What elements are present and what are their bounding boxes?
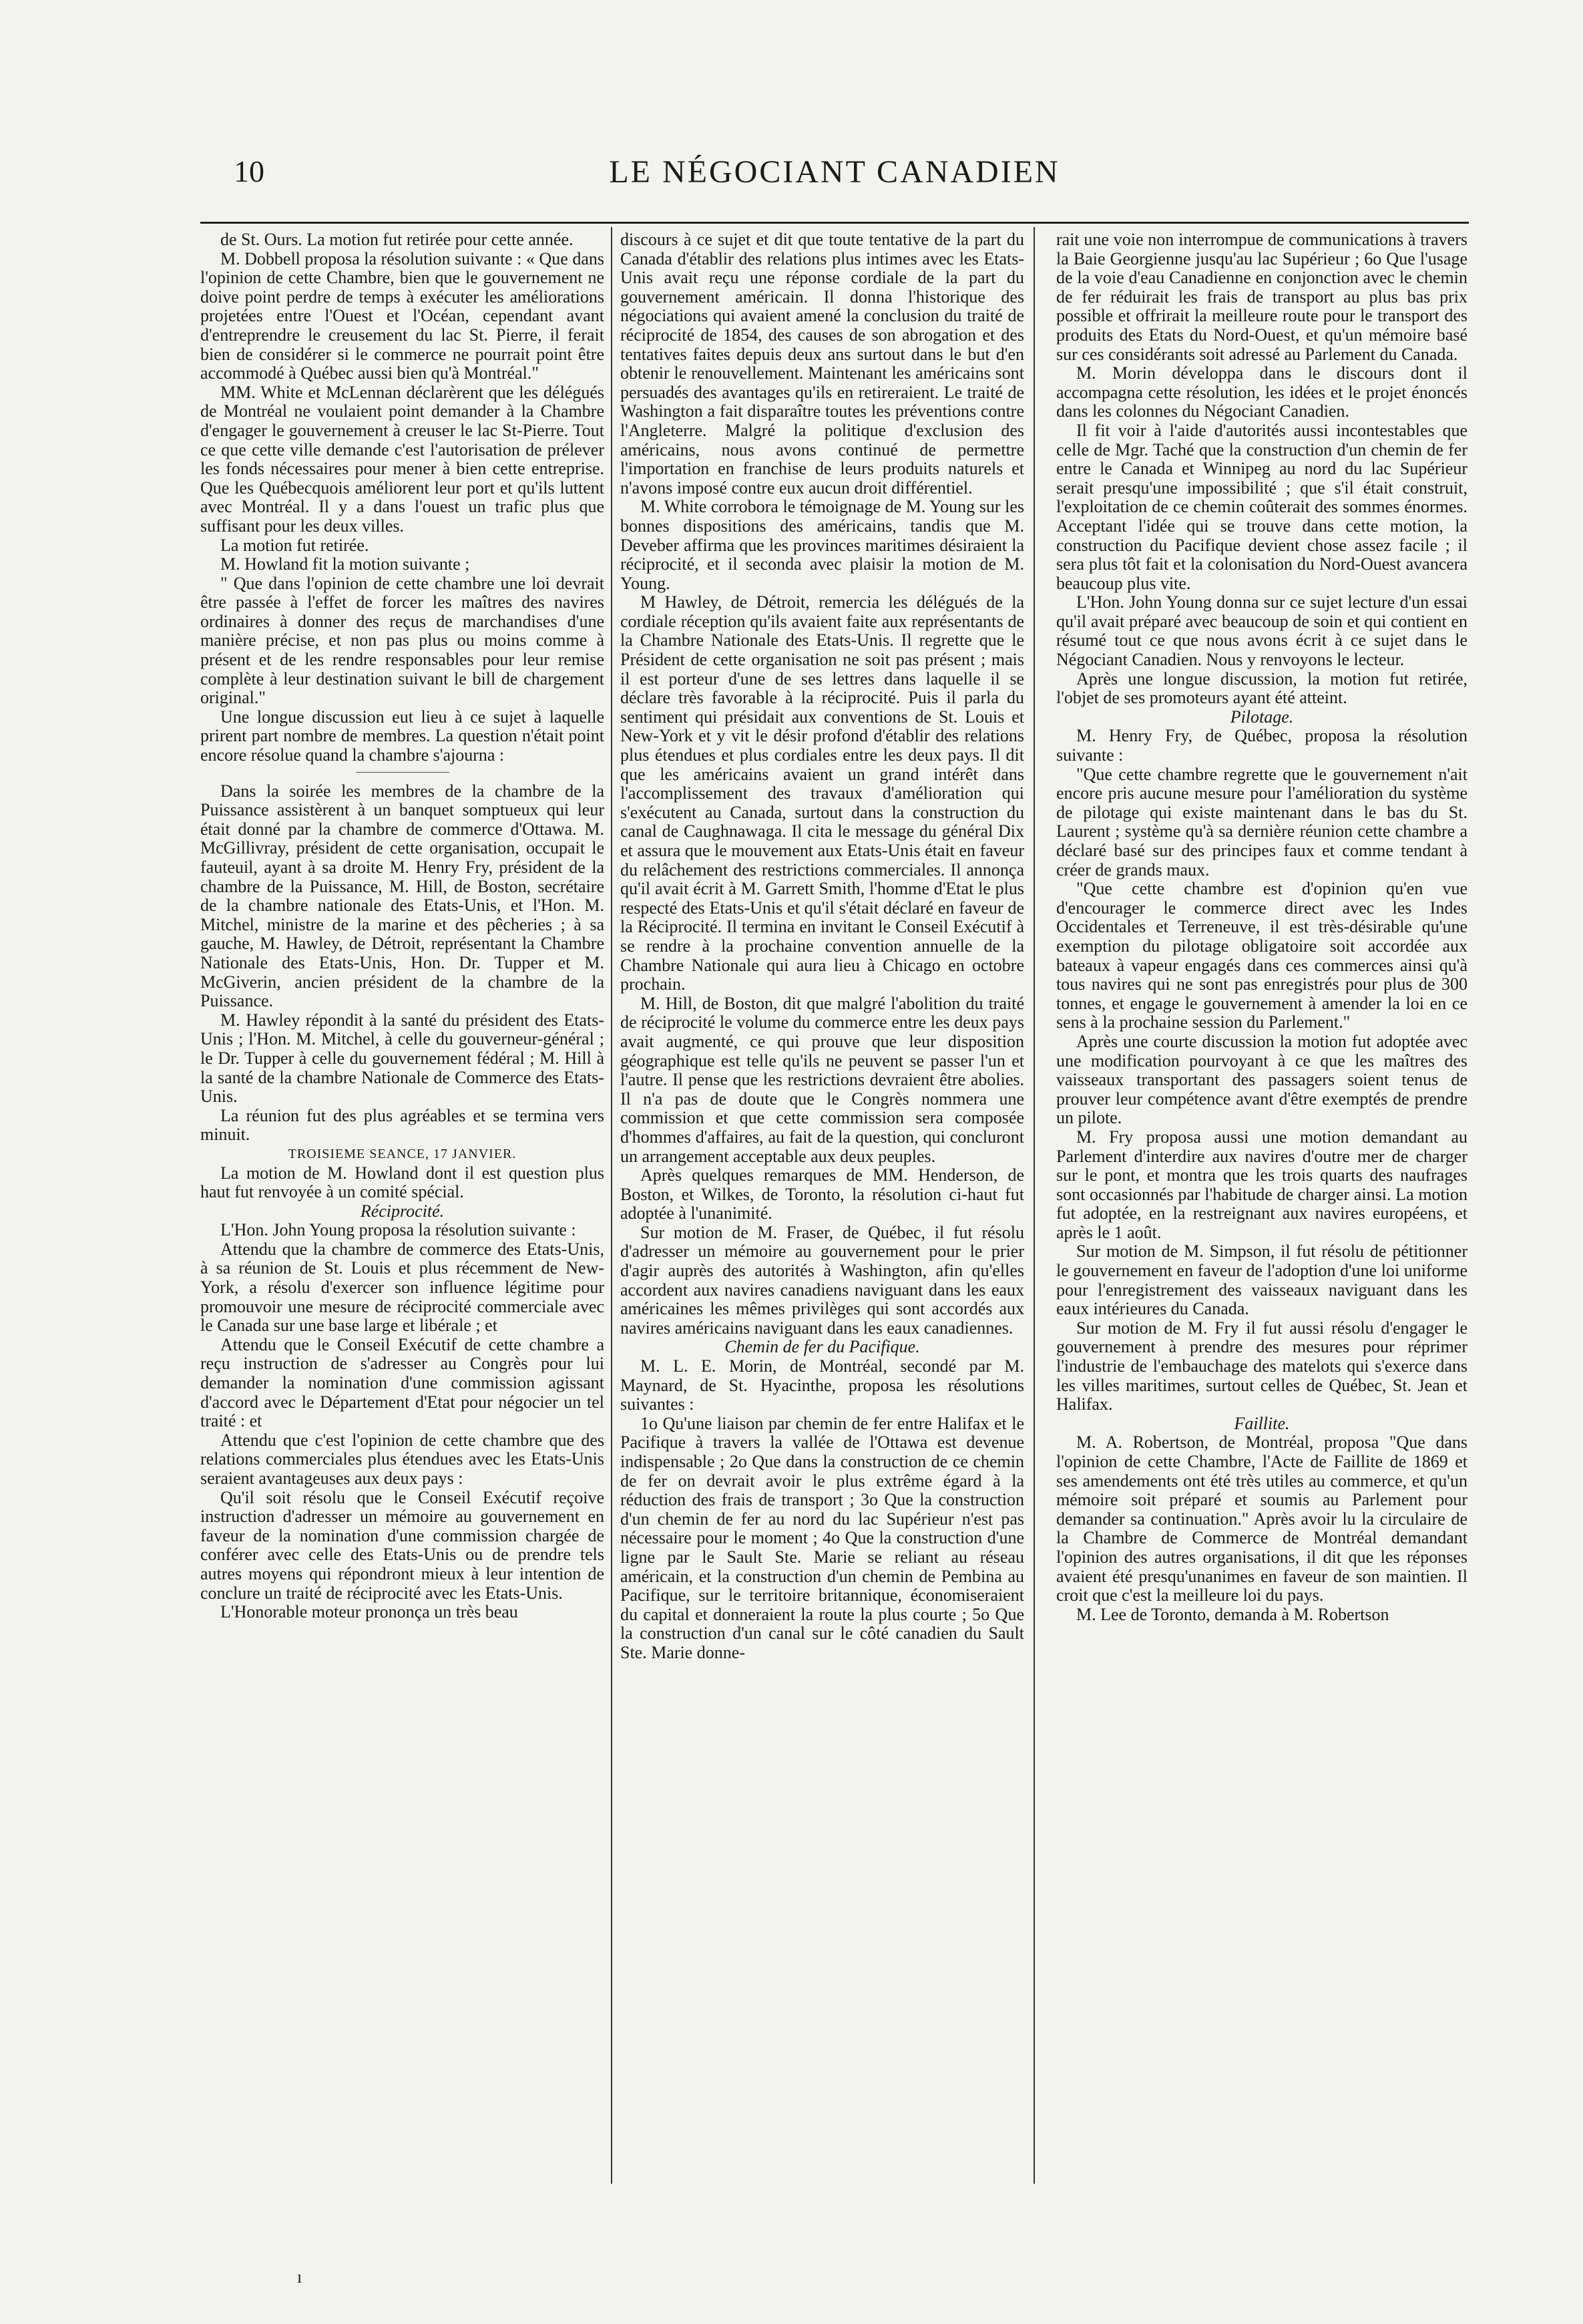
page-header [200, 134, 1469, 190]
column-divider [611, 227, 612, 2184]
paragraph: La motion fut retirée. [220, 535, 369, 555]
paragraph: Sur motion de M. Fry il fut aussi résolu d'engager le gouvernement à prendre des mesures pour réprimer l'industrie de l'embauchage des matelots qui s'exerce dans les villes maritimes, surtout celles de Québec, St. Jean et Halifax. [1056, 1318, 1467, 1414]
paragraph: Il fit voir à l'aide d'autorités aussi incontestables que celle de Mgr. Taché que la construction d'un chemin de fer entre le Canada et Winnipeg au nord du lac Supérieur serait presqu'une impossibilité ; que s'il était construit, l'exploitation de ce chemin coûterait des sommes énormes. Acceptant l'idée qui se trouve dans cette motion, la construction du Pacifique devient chose assez facile ; il sera plus tôt fait et la colonisation du Nord-Ouest avancera beaucoup plus vite. [1056, 420, 1467, 593]
paragraph: Une longue discussion eut lieu à ce sujet à laquelle prirent part nombre de membres. La question n'était point encore résolue quand la chambre s'ajourna : [200, 707, 604, 765]
paragraph: Attendu que le Conseil Exécutif de cette chambre a reçu instruction de s'adresser au Congrès pour lui demander la nomination d'une commission agissant d'accord avec le Département d'Etat pour négocier un tel traité : et [200, 1334, 604, 1431]
paragraph: M Hawley, de Détroit, remercia les délégués de la cordiale réception qu'ils avaient faite aux représentants de la Chambre Nationale des Etats-Unis. Il regrette que le Président de cette organisation ne soit pas présent ; mais il est porteur d'une de ses lettres dans laquelle il se déclare très favorable à la réciprocité. Puis il parla du sentiment qui présidait aux conventions de St. Louis et New-York et y vit le désir profond d'établir des relations plus étendues et plus cordiales entre les deux pays. Il dit que les américains avaient un grand intérêt dans l'accomplissement des travaux d'amélioration qui s'exécutent au Canada, surtout dans la construction du canal de Caughnawaga. Il cita le message du général Dix et assura que le mouvement aux Etats-Unis était en faveur du relâchement des restrictions commerciales. Il annonça qu'il avait écrit à M. Garrett Smith, l'homme d'Etat le plus respecté des Etats-Unis et qu'il s'était déclaré en faveur de la Réciprocité. Il termina en invitant le Conseil Exécutif à se rendre à la prochaine convention annuelle de la Chambre Nationale qui aura lieu à Chicago en octobre prochain. [620, 592, 1024, 994]
paragraph: "Que cette chambre est d'opinion qu'en vue d'encourager le commerce direct avec les Indes Occidentales et Terreneuve, il est très-désirable qu'une exemption du pilotage obligatoire soit accordée aux bateaux à vapeur engagés dans ces commerces ainsi qu'à tous navires qui ne sont pas enregistrés pour plus de 300 tonnes, et engage le gouvernement à amender la loi en ce sens à la prochaine session du Parlement." [1056, 879, 1467, 1032]
paragraph: M. Morin développa dans le discours dont il accompagna cette résolution, les idées et le projet énoncés dans les colonnes du Négociant Canadien. [1056, 363, 1467, 421]
section-heading: Réciprocité. [360, 1201, 445, 1221]
section-separator [356, 772, 449, 773]
section-heading: Chemin de fer du Pacifique. [724, 1337, 920, 1357]
paragraph: M. L. E. Morin, de Montréal, secondé par M. Maynard, de St. Hyacinthe, proposa les résolutions suivantes : [620, 1356, 1024, 1414]
paragraph: de St. Ours. La motion fut retirée pour cette année. [220, 230, 574, 249]
paragraph: Qu'il soit résolu que le Conseil Exécutif reçoive instruction d'adresser un mémoire au gouvernement en faveur de la nomination d'une commission chargée de conférer avec celle des Etats-Unis ou de prendre tels autres moyens qui répondront mieux à leur intention de conclure un traité de réciprocité avec les Etats-Unis. [200, 1487, 604, 1603]
paragraph: "Que cette chambre regrette que le gouvernement n'ait encore pris aucune mesure pour l'amélioration du système de pilotage qui existe maintenant dans le bas du St. Laurent ; système qu'à sa dernière réunion cette chambre a déclaré basé sur des principes faux et comme tendant à créer de grands maux. [1056, 764, 1467, 880]
paragraph: Après quelques remarques de MM. Henderson, de Boston, et Wilkes, de Toronto, la résolution ci-haut fut adoptée à l'unanimité. [620, 1165, 1024, 1223]
paragraph: M. Howland fit la motion suivante ; [220, 554, 470, 574]
paragraph: Attendu que la chambre de commerce des Etats-Unis, à sa réunion de St. Louis et plus récemment de New-York, a résolu d'exercer son influence légitime pour promouvoir une mesure de réciprocité commerciale avec le Canada sur une base large et libérale ; et [200, 1239, 604, 1336]
section-heading: Pilotage. [1230, 707, 1294, 727]
paragraph: 1o Qu'une liaison par chemin de fer entre Halifax et le Pacifique à travers la vallée de l'Ottawa est devenue indispensable ; 2o Que dans la construction de ce chemin de fer on devrait avoir le plus extrême égard à la réduction des frais de transport ; 3o Que la construction d'un chemin de fer au nord du lac Supérieur n'est pas nécessaire pour le moment ; 4o Que la construction d'une ligne par le Sault Ste. Marie se reliant au réseau américain, et la construction d'un chemin de Pembina au Pacifique, sur le territoire britannique, économiseraient du capital et donneraient la route la plus courte ; 5o Que la construction d'un canal sur le côté canadien du Sault Ste. Marie donne- [620, 1413, 1024, 1662]
paragraph: M. Dobbell proposa la résolution suivante : « Que dans l'opinion de cette Chambre, bien que le gouvernement ne doive point perdre de temps à exécuter les améliorations projetées entre l'Ouest et l'Océan, cependant avant d'entreprendre le creusement du lac St. Pierre, il ferait bien de considérer si le commerce ne pourrait point être accommodé à Québec aussi bien qu'à Montréal." [200, 248, 604, 383]
column-divider [1034, 227, 1035, 2184]
column-right [1056, 230, 1467, 2174]
header-rule [200, 222, 1469, 224]
paragraph: M. Lee de Toronto, demanda à M. Robertson [1076, 1604, 1389, 1624]
column-middle [620, 230, 1024, 2174]
paragraph: M. A. Robertson, de Montréal, proposa "Que dans l'opinion de cette Chambre, l'Acte de Faillite de 1869 et ses amendements ont été très utiles au commerce, et qu'un mémoire soit préparé et soumis au Parlement pour demander sa continuation." Après avoir lu la circulaire de la Chambre de Commerce de Montréal demandant l'opinion des autres organisations, il dit que les réponses avaient été presqu'unanimes en faveur de son maintien. Il croit que c'est la meilleure loi du pays. [1056, 1432, 1467, 1605]
paragraph: M. Fry proposa aussi une motion demandant au Parlement d'interdire aux navires d'outre mer de charger sur le pont, et montra que les trois quarts des naufrages sont occasionnés par l'habitude de charger ainsi. La motion fut adoptée, en la restreignant aux navires européens, et après le 1 août. [1056, 1127, 1467, 1242]
column-left [200, 230, 604, 2174]
paragraph: Après une courte discussion la motion fut adoptée avec une modification pourvoyant à ce que les maîtres des vaisseaux transportant des passagers soient tenus de prouver leur compétence avant d'être exemptés de prendre un pilote. [1056, 1031, 1467, 1128]
paragraph: L'Honorable moteur prononça un très beau [220, 1602, 518, 1622]
section-heading: TROISIEME SEANCE, 17 JANVIER. [288, 1146, 517, 1161]
paragraph: La réunion fut des plus agréables et se termina vers minuit. [200, 1105, 604, 1145]
section-heading: Faillite. [1234, 1413, 1290, 1433]
page-title: LE NÉGOCIANT CANADIEN [609, 154, 1060, 190]
paragraph: L'Hon. John Young donna sur ce sujet lecture d'un essai qu'il avait préparé avec beaucoup de soin et qui contient en résumé tout ce que nous avons écrit à ce sujet dans le Négociant Canadien. Nous y renvoyons le lecteur. [1056, 592, 1467, 670]
paragraph: M. Henry Fry, de Québec, proposa la résolution suivante : [1056, 726, 1467, 765]
footer-mark: ı [297, 2267, 302, 2287]
paragraph: L'Hon. John Young proposa la résolution suivante : [220, 1220, 576, 1240]
paragraph: M. Hill, de Boston, dit que malgré l'abolition du traité de réciprocité le volume du commerce entre les deux pays avait augmenté, ce qui prouve que leur disposition géographique est telle qu'ils ne peuvent se passer l'un et l'autre. Il pense que les restrictions devraient être abolies. Il n'a pas de doute que le Congrès nommera une commission et que cette commission sera composée d'hommes d'affaires, au fait de la question, qui concluront un arrangement acceptable aux deux peuples. [620, 993, 1024, 1166]
paragraph: Dans la soirée les membres de la chambre de la Puissance assistèrent à un banquet somptueux qui leur était donné par la chambre de commerce d'Ottawa. M. McGillivray, président de cette organisation, occupait le fauteuil, ayant à sa droite M. Henry Fry, président de la chambre de la Puissance, M. Hill, de Boston, secrétaire de la chambre nationale des Etats-Unis, et l'Hon. M. Mitchel, ministre de la marine et des pêcheries ; à sa gauche, M. Hawley, de Détroit, représentant la Chambre Nationale des Etats-Unis, Hon. Dr. Tupper et M. McGiverin, ancien président de la chambre de la Puissance. [200, 781, 604, 1011]
page-number: 10 [234, 154, 264, 188]
paragraph: Attendu que c'est l'opinion de cette chambre que des relations commerciales plus étendues avec les Etats-Unis seraient avantageuses aux deux pays : [200, 1430, 604, 1488]
paragraph: discours à ce sujet et dit que toute tentative de la part du Canada d'établir des relations plus intimes avec les Etats-Unis avait reçu une réponse cordiale de la part du gouvernement américain. Il donna l'historique des négociations qui avaient amené la conclusion du traité de réciprocité de 1854, des causes de son abrogation et des tentatives faites depuis deux ans surtout dans le but d'en obtenir le renouvellement. Maintenant les américains sont persuadés des avantages qu'ils en retireraient. Le traité de Washington a fait disparaître toutes les préventions contre l'Angleterre. Malgré la politique d'exclusion des américains, nous avons continué de permettre l'importation en franchise de leurs produits naturels et n'avons imposé contre eux aucun droit différentiel. [620, 230, 1024, 498]
paragraph: La motion de M. Howland dont il est question plus haut fut renvoyée à un comité spécial. [200, 1163, 604, 1202]
paragraph: M. Hawley répondit à la santé du président des Etats-Unis ; l'Hon. M. Mitchel, à celle du gouverneur-général ; le Dr. Tupper à celle du gouvernement fédéral ; M. Hill à la santé de la chambre Nationale de Commerce des Etats-Unis. [200, 1010, 604, 1107]
paragraph: M. White corrobora le témoignage de M. Young sur les bonnes dispositions des américains, tandis que M. Deveber affirma que les provinces maritimes désiraient la réciprocité, et il seconda avec plaisir la motion de M. Young. [620, 497, 1024, 593]
paragraph: MM. White et McLennan déclarèrent que les délégués de Montréal ne voulaient point demander à la Chambre d'engager le gouvernement à creuser le lac St-Pierre. Tout ce que cette ville demande c'est l'autorisation de prélever les fonds nécessaires pour mener à bien cette entreprise. Que les Québecquois améliorent leur port et qu'ils luttent avec Montréal. Il y a dans l'ouest un trafic plus que suffisant pour les deux villes. [200, 382, 604, 536]
paragraph: Sur motion de M. Fraser, de Québec, il fut résolu d'adresser un mémoire au gouvernement pour le prier d'agir auprès des autorités à Washington, afin qu'elles accordent aux navires canadiens naviguant dans les eaux américaines les mêmes privilèges qui sont accordés aux navires américains naviguant dans les eaux canadiennes. [620, 1222, 1024, 1338]
paragraph: " Que dans l'opinion de cette chambre une loi devrait être passée à l'effet de forcer les maîtres des navires ordinaires à donner des reçus de marchandises d'une manière précise, et non pas plus ou moins comme à présent et de les rendre responsables pour leur remise complète à leur destination suivant le bill de chargement original." [200, 573, 604, 708]
paragraph: Sur motion de M. Simpson, il fut résolu de pétitionner le gouvernement en faveur de l'adoption d'une loi uniforme pour l'enregistrement des vaisseaux naviguant dans les eaux intérieures du Canada. [1056, 1241, 1467, 1319]
paragraph: rait une voie non interrompue de communications à travers la Baie Georgienne jusqu'au lac Supérieur ; 6o Que l'usage de la voie d'eau Canadienne en conjonction avec le chemin de fer réduirait les frais de transport au plus bas prix possible et offrirait la meilleure route pour le transport des produits des Etats du Nord-Ouest, et qu'un mémoire basé sur ces considérants soit adressé au Parlement du Canada. [1056, 230, 1467, 364]
paragraph: Après une longue discussion, la motion fut retirée, l'objet de ses promoteurs ayant été atteint. [1056, 668, 1467, 708]
